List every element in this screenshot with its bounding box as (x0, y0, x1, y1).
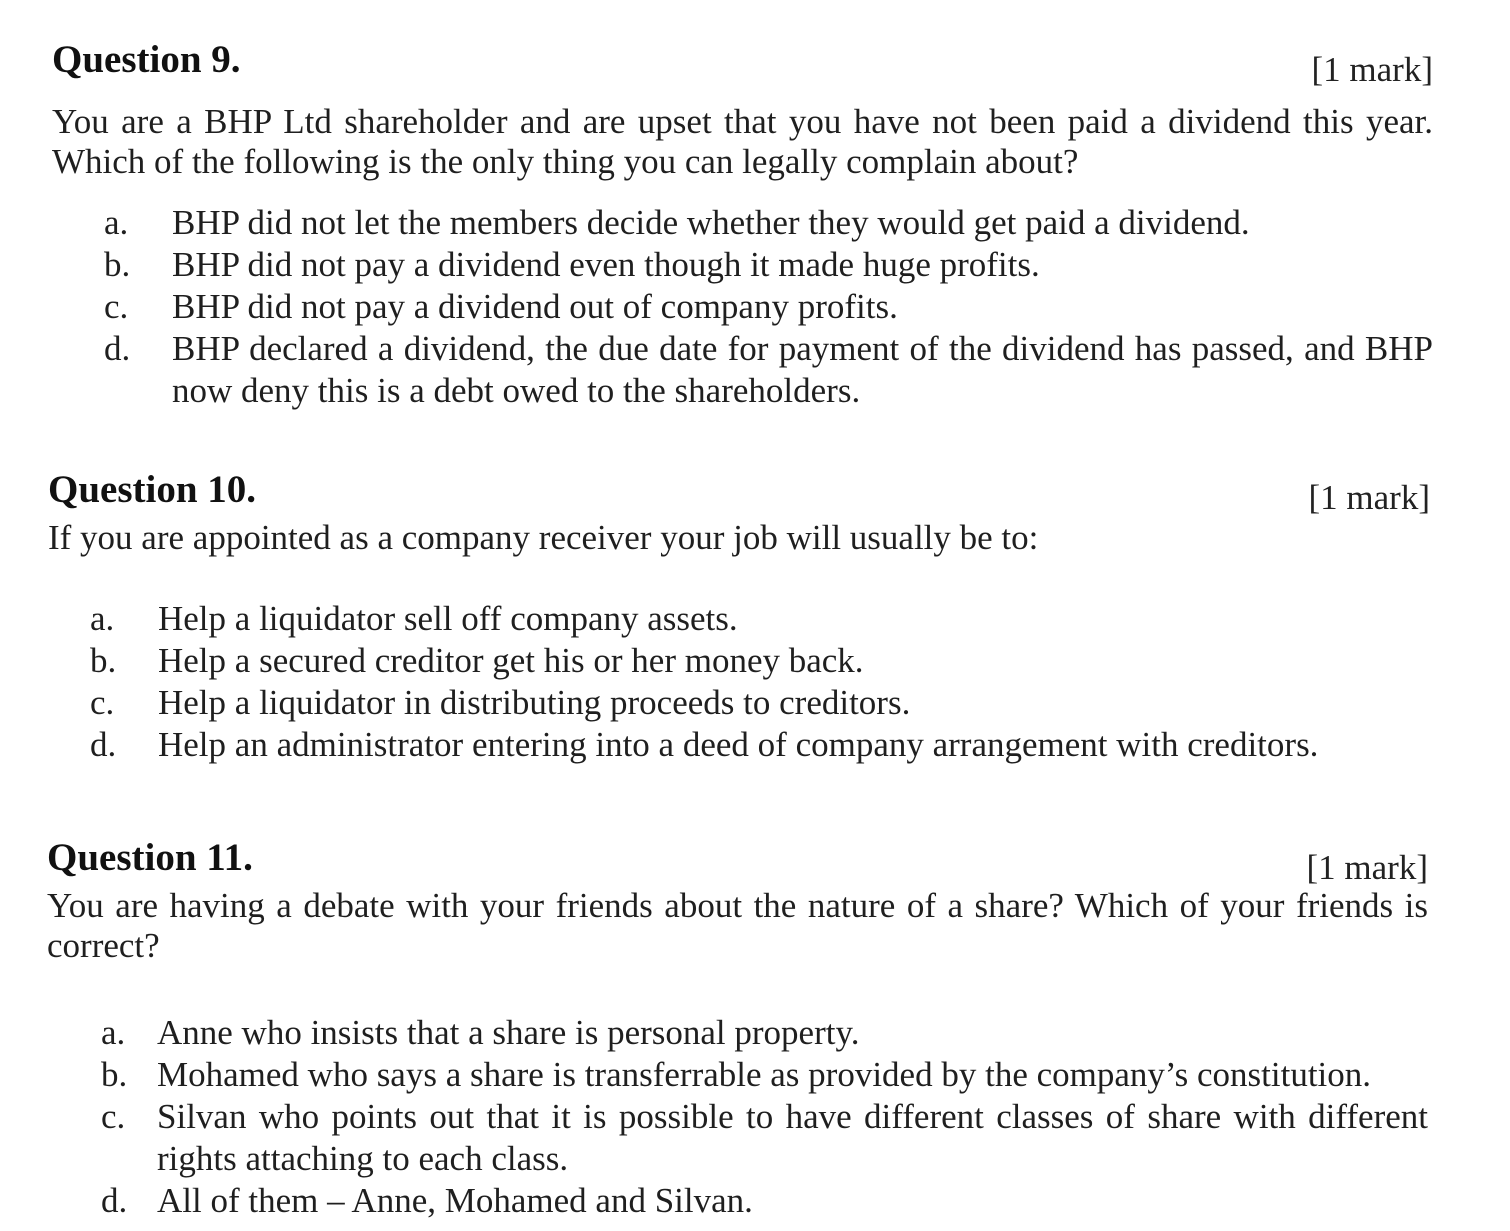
answer-option-c (90, 682, 1430, 724)
option-text: BHP declared a dividend, the due date for payment of the dividend has passed, and BHP now deny this is a debt owed to the shareholders. (172, 329, 1433, 410)
option-letter: a. (104, 203, 129, 242)
option-text: BHP did not pay a dividend even though it made huge profits. (172, 245, 1040, 284)
option-text: BHP did not let the members decide whether they would get paid a dividend. (172, 203, 1250, 242)
answer-option-d (90, 724, 1430, 766)
question-title: Question 9. (52, 38, 241, 81)
option-letter: a. (90, 599, 115, 638)
option-letter: c. (104, 287, 129, 326)
question-header (47, 836, 1428, 887)
answer-option-a (90, 598, 1430, 640)
question-mark: [1 mark] (1306, 848, 1428, 887)
question-10 (48, 468, 1430, 766)
answer-options (101, 1012, 1428, 1222)
answer-option-a (104, 202, 1433, 244)
option-letter: b. (90, 641, 117, 680)
option-letter: c. (101, 1097, 126, 1136)
option-text: BHP did not pay a dividend out of company profits. (172, 287, 898, 326)
question-header (52, 38, 1433, 89)
question-11 (47, 836, 1428, 1222)
question-mark: [1 mark] (1311, 50, 1433, 89)
option-text: Mohamed who says a share is transferrable as provided by the company’s constitution. (157, 1055, 1372, 1094)
option-text: Silvan who points out that it is possible to have different classes of share with different rights attaching to each class. (157, 1097, 1428, 1178)
question-text: You are a BHP Ltd shareholder and are upset that you have not been paid a dividend this year. Which of the following is the only thing you can legally complain about? (52, 102, 1433, 181)
answer-option-d (101, 1180, 1428, 1222)
answer-options (90, 598, 1430, 766)
question-9 (52, 38, 1433, 412)
answer-option-d (104, 328, 1433, 412)
option-letter: d. (101, 1181, 128, 1220)
option-letter: b. (101, 1055, 128, 1094)
question-mark: [1 mark] (1308, 478, 1430, 517)
answer-option-b (104, 244, 1433, 286)
option-text: Help a liquidator sell off company assets. (158, 599, 738, 638)
option-letter: c. (90, 683, 115, 722)
answer-option-a (101, 1012, 1428, 1054)
option-text: Help a liquidator in distributing proceeds to creditors. (158, 683, 911, 722)
option-letter: d. (90, 725, 117, 764)
question-title: Question 11. (47, 836, 253, 879)
question-header (48, 468, 1430, 517)
option-letter: d. (104, 329, 131, 368)
option-text: Anne who insists that a share is personal property. (157, 1013, 860, 1052)
option-text: Help an administrator entering into a deed of company arrangement with creditors. (158, 725, 1319, 764)
question-title: Question 10. (48, 468, 257, 511)
option-letter: b. (104, 245, 131, 284)
option-letter: a. (101, 1013, 126, 1052)
option-text: All of them – Anne, Mohamed and Silvan. (157, 1181, 753, 1220)
question-text: You are having a debate with your friends about the nature of a share? Which of your friends is correct? (47, 886, 1428, 965)
answer-option-c (101, 1096, 1428, 1180)
answer-option-c (104, 286, 1433, 328)
answer-options (104, 202, 1433, 412)
option-text: Help a secured creditor get his or her money back. (158, 641, 864, 680)
question-text: If you are appointed as a company receiver your job will usually be to: (48, 518, 1039, 557)
answer-option-b (90, 640, 1430, 682)
answer-option-b (101, 1054, 1428, 1096)
